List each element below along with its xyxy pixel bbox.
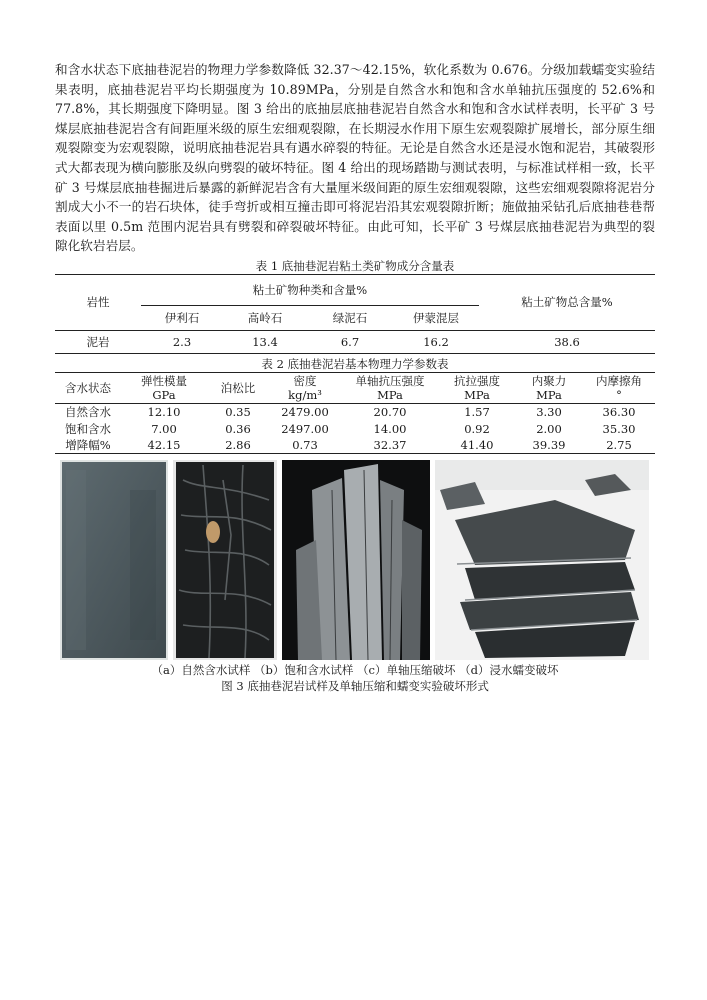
table2-header: 弹性模量 GPa [121, 372, 207, 403]
table2-cell: 14.00 [373, 421, 407, 436]
table1-cell: 6.7 [307, 330, 393, 353]
table1-rock-header: 岩性 [86, 295, 110, 310]
table2-cell: 2.75 [606, 438, 632, 453]
table1-group-header: 粘土矿物种类和含量% [141, 274, 479, 305]
table-row [55, 330, 655, 353]
table2-cell: 自然含水 [65, 405, 111, 420]
table2-cell: 饱和含水 [65, 421, 111, 436]
table2-cell: 42.15 [147, 438, 181, 453]
table2-cell: 12.10 [147, 405, 181, 420]
table2-cell: 0.73 [292, 438, 318, 453]
table1-mineral-header: 伊蒙混层 [413, 310, 459, 325]
table1-cell: 16.2 [393, 330, 479, 353]
table2-cell: 2.86 [225, 438, 251, 453]
table2-cell: 0.35 [225, 405, 251, 420]
table2-cell: 39.39 [532, 438, 566, 453]
photo-compression-failure [282, 460, 430, 660]
table2-cell: 32.37 [373, 438, 407, 453]
table2-cell: 41.40 [460, 438, 494, 453]
table-row [55, 403, 655, 420]
table1-cell: 13.4 [223, 330, 307, 353]
body-paragraph: 和含水状态下底抽巷泥岩的物理力学参数降低 32.37～42.15%，软化系数为 0.676。分级加载蠕变实验结果表明，底抽巷泥岩平均长期强度为 10.89MPa，分别是自然含水和饱和含水单轴抗压强度的 52.6%和 77.8%，其长期强度下降明显。图 3 给出的底抽层底抽巷泥岩自然含水和饱和含水试样表明，长平矿 3 号煤层底抽巷泥岩含有间距厘米级的原生宏细观裂隙，在长期浸水作用下原生宏观裂隙扩展增长，部分原生细观裂隙变为宏观裂隙，说明底抽巷泥岩具有遇水碎裂的特征。无论是自然含水还是浸水饱和泥岩，其破裂形式大都表现为横向膨胀及纵向劈裂的破坏特征。图 4 给出的现场踏勘与测试表明，与标准试样相一致，长平矿 3 号煤层底抽巷掘进后暴露的新鲜泥岩含有大量厘米级间距的原生宏细观裂隙，这些宏细观裂隙将泥岩分割成大小不一的岩石块体，徒手弯折或相互撞击即可将泥岩沿其宏观裂隙折断；施做抽采钻孔后底抽巷巷帮表面以里 0.5m 范围内泥岩具有劈裂和碎裂破坏特征。由此可知，长平矿 3 号煤层底抽巷泥岩为典型的裂隙化软岩岩层。 [55, 62, 655, 254]
table1-mineral-header: 高岭石 [247, 310, 283, 325]
table2-caption: 表 2 底抽巷泥岩基本物理力学参数表 [261, 356, 449, 371]
table2-cell: 2.00 [536, 421, 562, 436]
table2-cell: 35.30 [602, 421, 636, 436]
table1-total-header: 粘土矿物总含量% [521, 295, 613, 310]
table-row [55, 437, 655, 454]
table2-header: 内摩擦角 ° [583, 372, 655, 403]
table1-cell: 2.3 [141, 330, 223, 353]
table2-cell: 20.70 [373, 405, 407, 420]
table2-cell: 增降幅% [65, 438, 111, 453]
table-row [55, 420, 655, 437]
table2-header: 含水状态 [55, 372, 121, 403]
table1-clay-minerals [55, 274, 655, 354]
table1-mineral-header: 绿泥石 [332, 310, 368, 325]
table2-cell: 2497.00 [281, 421, 329, 436]
table2-cell: 0.92 [464, 421, 490, 436]
table2-cell: 36.30 [602, 405, 636, 420]
page-content [55, 60, 655, 694]
table2-cell: 1.57 [464, 405, 490, 420]
table2-cell: 0.36 [225, 421, 251, 436]
figure3-photos [55, 460, 655, 660]
table1-caption: 表 1 底抽巷泥岩粘土类矿物成分含量表 [255, 258, 455, 273]
table2-header: 单轴抗压强度 MPa [341, 372, 439, 403]
photo-creep-failure [435, 460, 649, 660]
table1-mineral-header: 伊利石 [164, 310, 200, 325]
table2-cell: 3.30 [536, 405, 562, 420]
table2-header: 内聚力 MPa [515, 372, 583, 403]
table1-cell: 38.6 [479, 330, 655, 353]
table2-cell: 7.00 [151, 421, 177, 436]
table2-header: 抗拉强度 MPa [439, 372, 515, 403]
table2-header: 泊松比 [207, 372, 269, 403]
table2-physical-params [55, 372, 655, 455]
table1-cell: 泥岩 [55, 330, 141, 353]
photo-saturated-sample [173, 460, 277, 660]
figure3-subcaptions: （a）自然含水试样 （b）饱和含水试样 （c）单轴压缩破坏 （d）浸水蠕变破坏 [151, 663, 559, 678]
photo-natural-sample [60, 460, 168, 660]
table2-header: 密度 kg/m³ [269, 372, 341, 403]
figure3-caption: 图 3 底抽巷泥岩试样及单轴压缩和蠕变实验破坏形式 [221, 679, 489, 694]
table2-cell: 2479.00 [281, 405, 329, 420]
